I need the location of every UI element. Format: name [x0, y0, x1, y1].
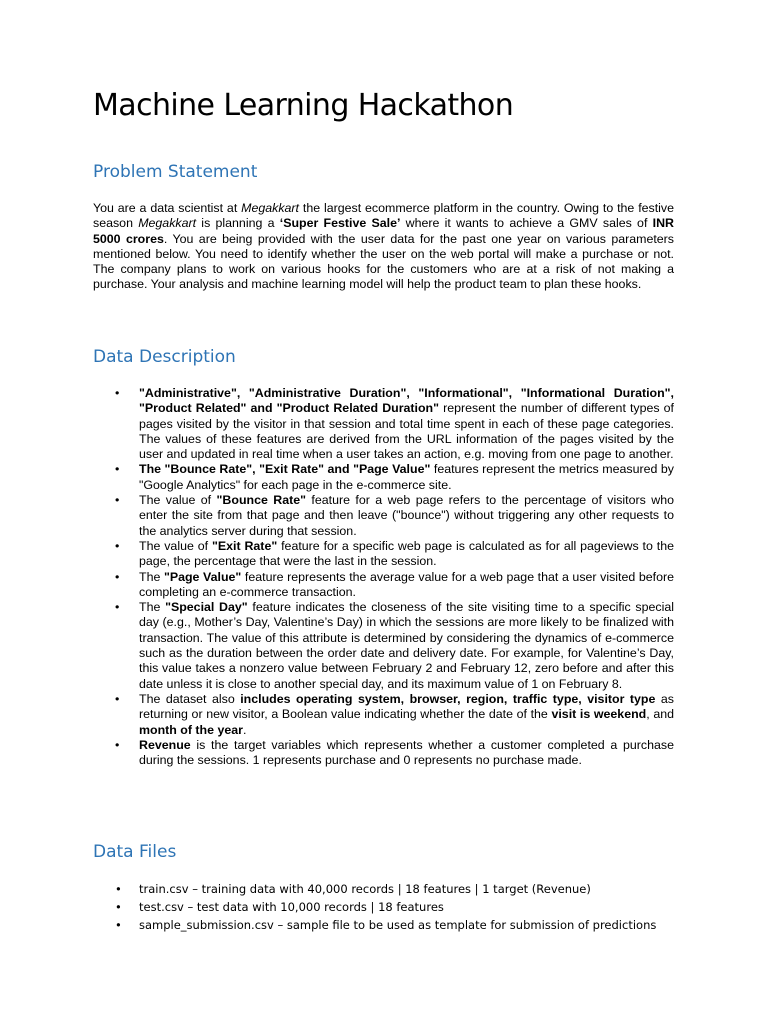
item-text: is the target variables which represents whether a customer completed a purchase during the sessions. 1 represents purchase and 0 represents no purchase made.: [139, 737, 674, 768]
problem-statement-paragraph: [93, 201, 674, 293]
feature-names: "Exit Rate": [211, 538, 278, 553]
feature-names: "Special Day": [165, 600, 248, 615]
item-text: The dataset also: [139, 691, 241, 706]
feature-names: The "Bounce Rate", "Exit Rate" and "Page Value": [139, 462, 431, 477]
list-item: [93, 738, 674, 769]
list-item: • sample_submission.csv – sample file to be used as template for submission of predictions: [93, 916, 693, 934]
feature-names: "Page Value": [163, 569, 242, 584]
feature-names: "Bounce Rate": [216, 493, 306, 508]
problem-text: the largest ecommerce platform in the country. Owing to the festive season: [93, 201, 675, 231]
company-name: Megakkart: [241, 201, 300, 215]
list-item: • train.csv – training data with 40,000 records | 18 features | 1 target (Revenue): [93, 880, 693, 898]
sales-target: INR 5000 crores: [93, 216, 674, 246]
problem-text: You are a data scientist at: [93, 201, 242, 215]
item-text: as returning or new visitor, a Boolean value indicating whether the date of the: [139, 691, 674, 722]
item-text: feature represents the average value for a web page that a user visited before completing an e-commerce transaction.: [139, 569, 674, 599]
item-text: feature for a web page refers to the percentage of visitors who enter the site from that page and then leave ("bounce") without triggering any other requests to the analytics server during that session.: [139, 493, 674, 538]
item-text: , and: [646, 707, 674, 722]
list-item: [93, 692, 674, 738]
feature-names: month of the year: [139, 722, 243, 737]
problem-text: is planning a: [196, 216, 280, 231]
list-item: [93, 570, 674, 601]
problem-statement-heading: Problem Statement: [93, 162, 258, 182]
feature-names: visit is weekend: [551, 707, 647, 722]
sale-name: ‘Super Festive Sale’: [279, 216, 401, 231]
problem-text: where it wants to achieve a GMV sales of: [400, 216, 653, 231]
company-name: Megakkart: [138, 216, 197, 231]
list-item: [93, 539, 674, 570]
data-description-list: [93, 386, 674, 768]
data-description-heading: Data Description: [93, 347, 236, 367]
item-text: feature for a specific web page is calculated as for all pageviews to the page, the percentage that were the last in the session.: [139, 538, 675, 569]
data-files-list: [93, 880, 693, 934]
item-text: .: [242, 722, 247, 737]
data-files-heading: Data Files: [93, 842, 177, 862]
list-item: [93, 600, 674, 692]
list-item: [93, 462, 674, 493]
list-item: [93, 493, 674, 539]
item-text: The value of: [139, 493, 217, 508]
item-text: The value of: [139, 538, 212, 553]
item-text: The: [139, 600, 166, 615]
item-text: features represent the metrics measured by "Google Analytics" for each page in the e-commerce site.: [139, 462, 674, 492]
item-text: The: [139, 569, 164, 584]
feature-names: includes operating system, browser, region, traffic type, visitor type: [240, 691, 656, 706]
item-text: feature indicates the closeness of the site visiting time to a specific special day (e.g., Mother’s Day, Valentine’s Day) in which the sessions are more likely to be finalized with transaction. The value of this attribute is determined by considering the dynamics of e-commerce such as the duration between the order date and delivery date. For example, for Valentine’s Day, this value takes a nonzero value between February 2 and February 12, zero before and after this date unless it is close to another special day, and its maximum value of 1 on February 8.: [139, 600, 674, 691]
list-item: • test.csv – test data with 10,000 records | 18 features: [93, 898, 693, 916]
item-text: represent the number of different types of pages visited by the visitor in that session and total time spent in each of these page categories. The values of these features are derived from the URL information of the pages visited by the user and updated in real time when a user takes an action, e.g. moving from one page to another.: [139, 401, 674, 462]
feature-names: "Administrative", "Administrative Duration", "Informational", "Informational Duration", "Product Related" and "Product Related Duration": [139, 386, 674, 416]
problem-text: . You are being provided with the user data for the past one year on various parameters mentioned below. You need to identify whether the user on the web portal will make a purchase or not. The company plans to work on various hooks for the customers who are at a risk of not making a purchase. Your analysis and machine learning model will help the product team to plan these hooks.: [93, 231, 674, 292]
document-title: Machine Learning Hackathon: [93, 88, 514, 123]
list-item: [93, 386, 674, 462]
feature-names: Revenue: [139, 737, 191, 752]
